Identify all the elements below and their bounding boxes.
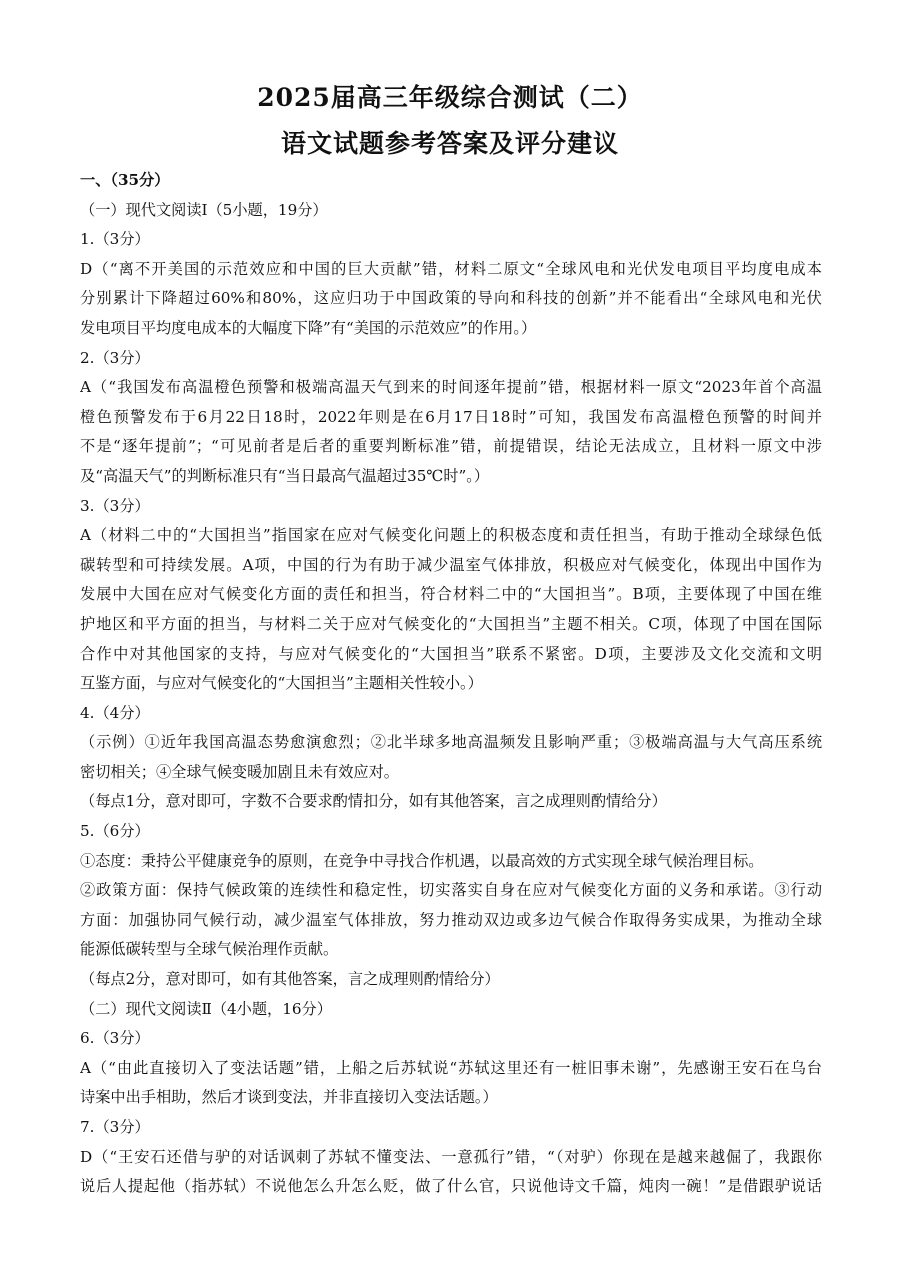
text-line: 分别累计下降超过60%和80%，这应归功于中国政策的导向和科技的创新”并不能看出“全球风电和光伏 [80, 289, 822, 308]
text-line: （每点1分，意对即可，字数不合要求酌情扣分，如有其他答案，言之成理则酌情给分） [80, 792, 667, 811]
text-line: 碳转型和可持续发展。A项，中国的行为有助于减少温室气体排放，积极应对气候变化，体现出中国作为 [80, 555, 822, 574]
text-line: 合作中对其他国家的支持，与应对气候变化的“大国担当”联系不紧密。D项，主要涉及文化交流和文明 [80, 644, 822, 663]
text-line: ②政策方面：保持气候政策的连续性和稳定性，切实落实自身在应对气候变化方面的义务和承诺。③行动 [80, 881, 822, 900]
page-subtitle: 语文试题参考答案及评分建议 [280, 129, 619, 158]
text-line: D（“王安石还借与驴的对话讽刺了苏轼不懂变法、一意孤行”错，“（对驴）你现在是越来越倔了，我跟你 [80, 1147, 822, 1166]
text-line: 橙色预警发布于6月22日18时，2022年则是在6月17日18时”可知，我国发布高温橙色预警的时间并 [80, 407, 822, 426]
text-line: 互鉴方面，与应对气候变化的“大国担当”主题相关性较小。） [80, 674, 483, 693]
text-line: D（“离不开美国的示范效应和中国的巨大贡献”错，材料二原文“全球风电和光伏发电项目平均度电成本 [80, 259, 822, 278]
text-line: 2.（3分） [80, 348, 150, 367]
page-title: 2025届高三年级综合测试（二） [257, 83, 643, 112]
text-line: 发电项目平均度电成本的大幅度下降”有“美国的示范效应”的作用。） [80, 318, 537, 337]
text-line: 6.（3分） [80, 1029, 150, 1048]
answer-body [80, 166, 822, 1202]
text-line: （一）现代文阅读Ⅰ（5小题，19分） [80, 200, 328, 219]
text-line: 发展中大国在应对气候变化方面的责任和担当，符合材料二中的“大国担当”。B项，主要体现了中国在维 [80, 585, 822, 604]
text-line: 护地区和平方面的担当，与材料二关于应对气候变化的“大国担当”主题不相关。C项，体现了中国在国际 [80, 614, 822, 633]
text-line: 不是“逐年提前”；“可见前者是后者的重要判断标准”错，前提错误，结论无法成立，且材料一原文中涉 [80, 437, 822, 456]
text-line: （每点2分，意对即可，如有其他答案，言之成理则酌情给分） [80, 970, 500, 989]
text-line: 一、（35分） [80, 171, 170, 189]
text-line: 3.（3分） [80, 496, 150, 515]
text-line: A（“由此直接切入了变法话题”错，上船之后苏轼说“苏轼这里还有一桩旧事未谢”，先感谢王安石在乌台 [80, 1058, 822, 1077]
text-line: 及“高温天气”的判断标准只有“当日最高气温超过35℃时”。） [80, 466, 490, 485]
text-line: 4.（4分） [80, 703, 150, 722]
text-line: 能源低碳转型与全球气候治理作贡献。 [80, 940, 339, 959]
text-line: 7.（3分） [80, 1118, 150, 1136]
text-line: 说后人提起他（指苏轼）不说他怎么升怎么贬，做了什么官，只说他诗文千篇，炖肉一碗！”是借跟驴说话 [80, 1177, 822, 1196]
text-line: （二）现代文阅读Ⅱ（4小题，16分） [80, 999, 332, 1018]
text-line: A（材料二中的“大国担当”指国家在应对气候变化问题上的积极态度和责任担当，有助于推动全球绿色低 [80, 526, 822, 545]
text-line: ①态度：秉持公平健康竞争的原则，在竞争中寻找合作机遇，以最高效的方式实现全球气候治理目标。 [80, 851, 764, 870]
text-line: 诗案中出手相助，然后才谈到变法，并非直接切入变法话题。） [80, 1088, 498, 1107]
text-line: （示例）①近年我国高温态势愈演愈烈；②北半球多地高温频发且影响严重；③极端高温与大气高压系统 [80, 733, 822, 752]
text-line: 密切相关；④全球气候变暖加剧且未有效应对。 [80, 762, 399, 781]
text-line: 方面：加强协同气候行动，减少温室气体排放，努力推动双边或多边气候合作取得务实成果，为推动全球 [80, 910, 822, 929]
text-line: 1.（3分） [80, 230, 150, 249]
text-line: 5.（6分） [80, 822, 150, 841]
text-line: A（“我国发布高温橙色预警和极端高温天气到来的时间逐年提前”错，根据材料一原文“2023年首个高温 [80, 378, 822, 397]
